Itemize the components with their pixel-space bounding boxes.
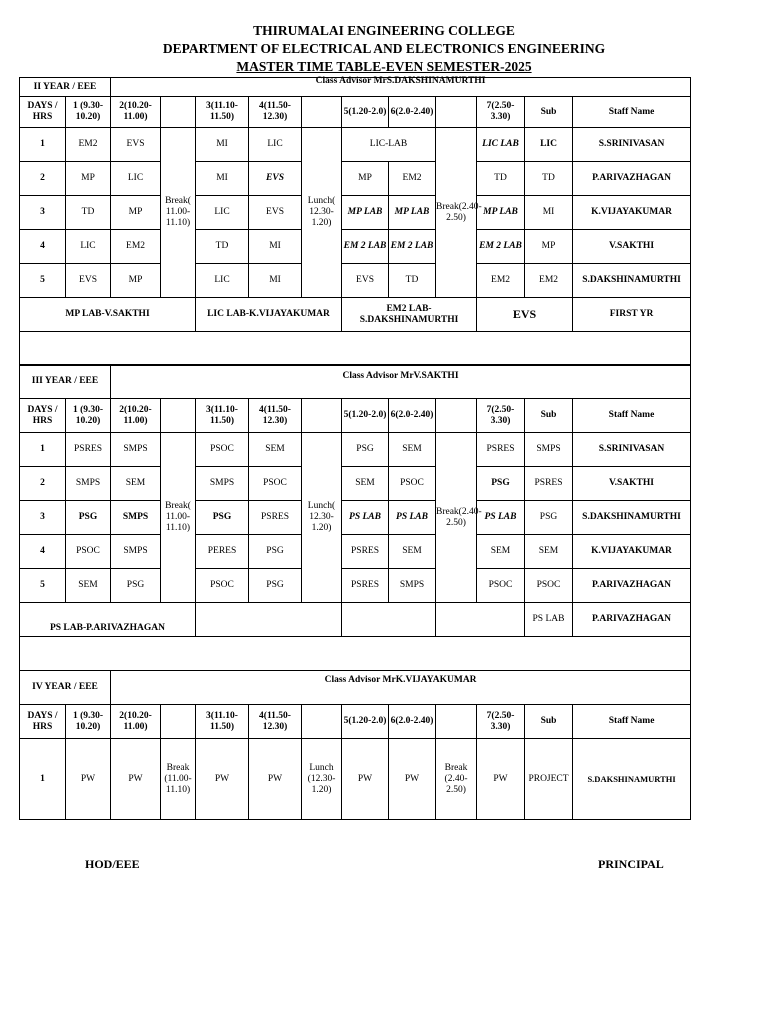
staff-cell: K.VIJAYAKUMAR	[573, 196, 691, 230]
period-cell: PS LAB	[342, 501, 389, 535]
day-number: 1	[20, 739, 66, 820]
hour3-header: 3(11.10-11.50)	[196, 399, 249, 433]
period-cell: MP LAB	[477, 196, 525, 230]
period-cell: PSG	[196, 501, 249, 535]
period-cell: MI	[249, 264, 302, 298]
sub-header: Sub	[525, 97, 573, 128]
lunch-break: Lunch (12.30-1.20)	[302, 739, 342, 820]
day-number: 2	[20, 162, 66, 196]
staff-cell: P.ARIVAZHAGAN	[573, 603, 691, 637]
period-cell: PSOC	[196, 569, 249, 603]
period-cell: MI	[196, 162, 249, 196]
period-cell: SEM	[389, 433, 436, 467]
period-cell: MP	[66, 162, 111, 196]
hour2-header: 2(10.20-11.00)	[111, 399, 161, 433]
period-cell: MP	[111, 264, 161, 298]
hour1-header: 1 (9.30-10.20)	[66, 399, 111, 433]
period-cell: EM 2 LAB	[477, 230, 525, 264]
class-advisor: Class Advisor MrV.SAKTHI	[111, 365, 691, 399]
period-cell: PSG	[342, 433, 389, 467]
period-cell: PSRES	[66, 433, 111, 467]
timetable-title: MASTER TIME TABLE-EVEN SEMESTER-2025	[236, 59, 532, 74]
staff-cell: K.VIJAYAKUMAR	[573, 535, 691, 569]
break-header	[161, 705, 196, 739]
period-cell: PS LAB	[389, 501, 436, 535]
period-cell: LIC-LAB	[342, 128, 436, 162]
period-cell: PW	[111, 739, 161, 820]
subject-cell: MI	[525, 196, 573, 230]
hour5-header: 5(1.20-2.0)	[342, 399, 389, 433]
subject-cell: EVS	[477, 298, 573, 332]
class-advisor: Class Advisor MrK.VIJAYAKUMAR	[111, 671, 691, 705]
period-cell: MP LAB	[389, 196, 436, 230]
hour4-header: 4(11.50-12.30)	[249, 399, 302, 433]
year-label: II YEAR / EEE	[20, 78, 111, 97]
hour2-header: 2(10.20-11.00)	[111, 705, 161, 739]
day-number: 1	[20, 128, 66, 162]
period-cell: PW	[66, 739, 111, 820]
spacer-row	[20, 332, 691, 366]
hour4-header: 4(11.50-12.30)	[249, 97, 302, 128]
sub-header: Sub	[525, 705, 573, 739]
lab-staff-note: LIC LAB-K.VIJAYAKUMAR	[196, 298, 342, 332]
hour3-header: 3(11.10-11.50)	[196, 705, 249, 739]
hod-signature-label: HOD/EEE	[85, 857, 140, 871]
hour5-header: 5(1.20-2.0)	[342, 97, 389, 128]
sub-header: Sub	[525, 399, 573, 433]
period-cell: PSRES	[342, 535, 389, 569]
period-cell: LIC	[249, 128, 302, 162]
department-name: DEPARTMENT OF ELECTRICAL AND ELECTRONICS ENGINEERING	[162, 41, 606, 56]
day-number: 2	[20, 467, 66, 501]
break-header	[436, 399, 477, 433]
year-label: IV YEAR / EEE	[20, 671, 111, 705]
staff-cell: S.DAKSHINAMURTHI	[573, 264, 691, 298]
period-cell: PW	[249, 739, 302, 820]
break-header	[436, 97, 477, 128]
hour6-header: 6(2.0-2.40)	[389, 399, 436, 433]
period-cell: PSOC	[66, 535, 111, 569]
spacer-row	[20, 637, 691, 671]
staff-cell: S.DAKSHINAMURTHI	[573, 501, 691, 535]
period-cell: TD	[66, 196, 111, 230]
period-cell: EM2	[389, 162, 436, 196]
lab-staff-note: MP LAB-V.SAKTHI	[20, 298, 196, 332]
period-cell: LIC	[111, 162, 161, 196]
afternoon-break: Break(2.40-2.50)	[436, 433, 477, 603]
period-cell: EVS	[111, 128, 161, 162]
lab-staff-note: PS LAB-P.ARIVAZHAGAN	[20, 603, 196, 637]
hour7-header: 7(2.50-3.30)	[477, 399, 525, 433]
subject-cell: PSG	[525, 501, 573, 535]
year3-timetable	[19, 364, 691, 671]
days-header: DAYS / HRS	[20, 705, 66, 739]
blank-cell	[436, 603, 525, 637]
morning-break: Break( 11.00-11.10)	[161, 128, 196, 298]
period-cell: PSG	[477, 467, 525, 501]
hour3-header: 3(11.10-11.50)	[196, 97, 249, 128]
year2-timetable	[19, 77, 691, 366]
subject-cell: PROJECT	[525, 739, 573, 820]
day-number: 5	[20, 569, 66, 603]
hour6-header: 6(2.0-2.40)	[389, 97, 436, 128]
period-cell: PW	[196, 739, 249, 820]
blank-cell	[196, 603, 342, 637]
staff-cell: S.SRINIVASAN	[573, 128, 691, 162]
period-cell: PS LAB	[477, 501, 525, 535]
period-cell: PW	[477, 739, 525, 820]
subject-cell: MP	[525, 230, 573, 264]
lunch-break: Lunch( 12.30-1.20)	[302, 433, 342, 603]
staff-cell: P.ARIVAZHAGAN	[573, 569, 691, 603]
period-cell: PSOC	[477, 569, 525, 603]
class-advisor: Class Advisor MrS.DAKSHINAMURTHI	[111, 78, 691, 97]
subject-cell: PSOC	[525, 569, 573, 603]
principal-signature-label: PRINCIPAL	[598, 857, 664, 871]
lunch-break: Lunch( 12.30-1.20)	[302, 128, 342, 298]
staff-cell: FIRST YR	[573, 298, 691, 332]
period-cell: SMPS	[111, 535, 161, 569]
period-cell: PSG	[249, 535, 302, 569]
period-cell: PSOC	[389, 467, 436, 501]
subject-cell: EM2	[525, 264, 573, 298]
hour5-header: 5(1.20-2.0)	[342, 705, 389, 739]
period-cell: PSRES	[249, 501, 302, 535]
staff-header: Staff Name	[573, 97, 691, 128]
period-cell: EM2	[111, 230, 161, 264]
period-cell: SMPS	[389, 569, 436, 603]
period-cell: EM2	[477, 264, 525, 298]
period-cell: SEM	[342, 467, 389, 501]
period-cell: EVS	[249, 196, 302, 230]
lunch-header	[302, 97, 342, 128]
period-cell: PW	[342, 739, 389, 820]
period-cell: EVS	[249, 162, 302, 196]
staff-cell: P.ARIVAZHAGAN	[573, 162, 691, 196]
break-header	[436, 705, 477, 739]
break-header	[161, 97, 196, 128]
period-cell: SMPS	[111, 433, 161, 467]
period-cell: PSRES	[477, 433, 525, 467]
period-cell: SEM	[389, 535, 436, 569]
staff-cell: V.SAKTHI	[573, 230, 691, 264]
hour1-header: 1 (9.30-10.20)	[66, 97, 111, 128]
period-cell: MP LAB	[342, 196, 389, 230]
break-header	[161, 399, 196, 433]
hour2-header: 2(10.20-11.00)	[111, 97, 161, 128]
morning-break: Break (11.00-11.10)	[161, 739, 196, 820]
lunch-header	[302, 399, 342, 433]
period-cell: MI	[249, 230, 302, 264]
days-header: DAYS / HRS	[20, 399, 66, 433]
period-cell: PW	[389, 739, 436, 820]
day-number: 4	[20, 230, 66, 264]
hour6-header: 6(2.0-2.40)	[389, 705, 436, 739]
period-cell: LIC	[196, 196, 249, 230]
period-cell: TD	[389, 264, 436, 298]
period-cell: EM2	[66, 128, 111, 162]
period-cell: PSG	[249, 569, 302, 603]
subject-cell: SMPS	[525, 433, 573, 467]
subject-cell: PS LAB	[525, 603, 573, 637]
subject-cell: LIC	[525, 128, 573, 162]
blank-cell	[342, 603, 436, 637]
staff-cell: S.SRINIVASAN	[573, 433, 691, 467]
subject-cell: PSRES	[525, 467, 573, 501]
lab-staff-note: EM2 LAB-S.DAKSHINAMURTHI	[342, 298, 477, 332]
morning-break: Break( 11.00-11.10)	[161, 433, 196, 603]
period-cell: PSG	[66, 501, 111, 535]
hour7-header: 7(2.50-3.30)	[477, 705, 525, 739]
lunch-header	[302, 705, 342, 739]
period-cell: EVS	[342, 264, 389, 298]
period-cell: SEM	[477, 535, 525, 569]
period-cell: SEM	[111, 467, 161, 501]
staff-cell: V.SAKTHI	[573, 467, 691, 501]
staff-header: Staff Name	[573, 399, 691, 433]
staff-cell: S.DAKSHINAMURTHI	[573, 739, 691, 820]
afternoon-break: Break(2.40-2.50)	[436, 128, 477, 298]
period-cell: PSOC	[249, 467, 302, 501]
period-cell: MP	[111, 196, 161, 230]
subject-cell: SEM	[525, 535, 573, 569]
period-cell: TD	[196, 230, 249, 264]
day-number: 4	[20, 535, 66, 569]
period-cell: SMPS	[196, 467, 249, 501]
period-cell: LIC	[66, 230, 111, 264]
day-number: 1	[20, 433, 66, 467]
period-cell: PSOC	[196, 433, 249, 467]
period-cell: EVS	[66, 264, 111, 298]
period-cell: PSG	[111, 569, 161, 603]
hour4-header: 4(11.50-12.30)	[249, 705, 302, 739]
period-cell: TD	[477, 162, 525, 196]
period-cell: PSRES	[342, 569, 389, 603]
day-number: 5	[20, 264, 66, 298]
afternoon-break: Break (2.40-2.50)	[436, 739, 477, 820]
period-cell: EM 2 LAB	[342, 230, 389, 264]
day-number: 3	[20, 196, 66, 230]
day-number: 3	[20, 501, 66, 535]
period-cell: MP	[342, 162, 389, 196]
period-cell: LIC LAB	[477, 128, 525, 162]
staff-header: Staff Name	[573, 705, 691, 739]
period-cell: SMPS	[111, 501, 161, 535]
year-label: III YEAR / EEE	[20, 365, 111, 399]
period-cell: PERES	[196, 535, 249, 569]
days-header: DAYS / HRS	[20, 97, 66, 128]
period-cell: SEM	[66, 569, 111, 603]
subject-cell: TD	[525, 162, 573, 196]
college-name: THIRUMALAI ENGINEERING COLLEGE	[253, 23, 515, 38]
period-cell: LIC	[196, 264, 249, 298]
period-cell: EM 2 LAB	[389, 230, 436, 264]
period-cell: SEM	[249, 433, 302, 467]
period-cell: SMPS	[66, 467, 111, 501]
period-cell: MI	[196, 128, 249, 162]
hour1-header: 1 (9.30-10.20)	[66, 705, 111, 739]
hour7-header: 7(2.50-3.30)	[477, 97, 525, 128]
year4-timetable	[19, 670, 691, 820]
